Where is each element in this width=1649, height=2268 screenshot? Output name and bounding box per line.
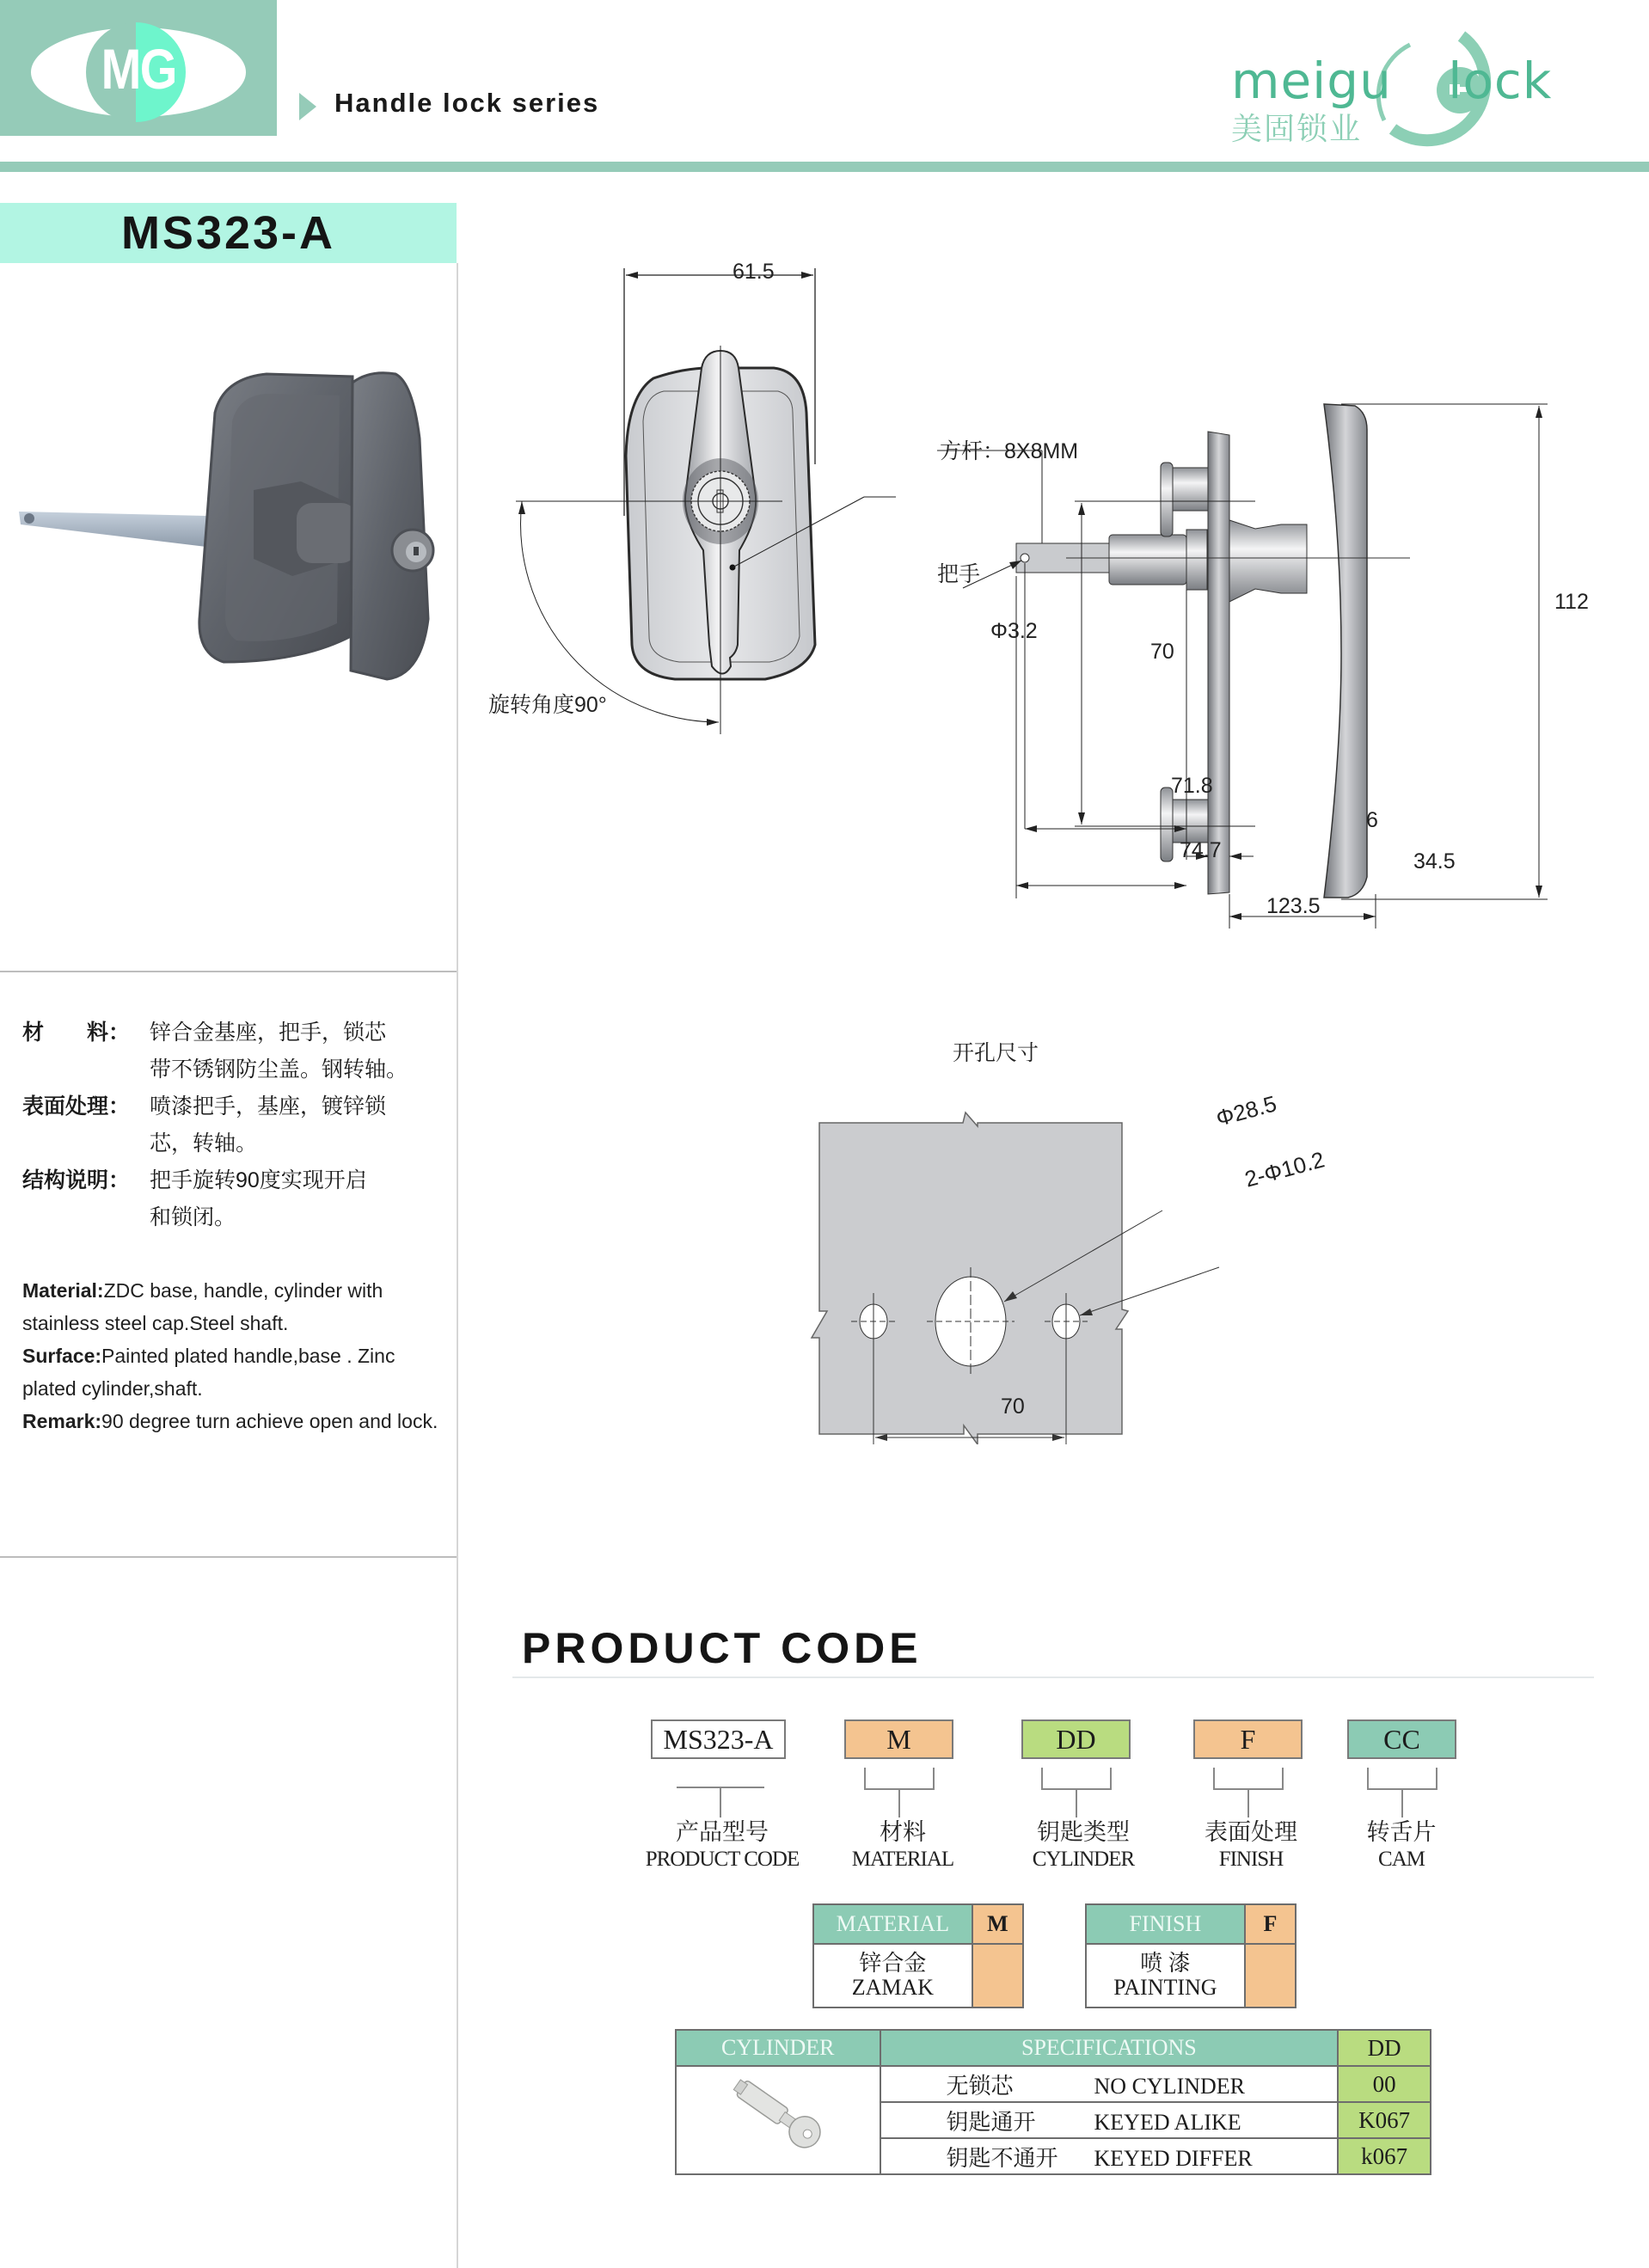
brand-wordmark: meigu lock: [1231, 52, 1553, 110]
code-box-material: M: [844, 1719, 953, 1759]
rotation-angle-label: 旋转角度90°: [488, 693, 607, 717]
dim-74-7: 74.7: [1180, 838, 1222, 862]
code-connector: [898, 1790, 900, 1817]
dim-hole-spacing: 70: [1001, 1395, 1025, 1419]
spec-cn: [22, 1014, 452, 1236]
dim-handle-depth: 34.5: [1413, 849, 1456, 873]
brand-cn-name: 美固锁业: [1231, 111, 1363, 146]
dim-total-length: 123.5: [1266, 894, 1321, 918]
code-connector: [1401, 1790, 1403, 1817]
code-box-finish: F: [1193, 1719, 1303, 1759]
code-box-model: MS323-A: [651, 1719, 786, 1759]
code-caption-cam: 转舌片 CAM: [1366, 1819, 1437, 1871]
dim-screw-spacing: 70: [1150, 640, 1174, 664]
code-caption-cylinder: 钥匙类型 CYLINDER: [1032, 1819, 1135, 1871]
cutout-drawing: [808, 1100, 1376, 1444]
spec-en-material: Material:ZDC base, handle, cylinder with stainless steel cap.Steel shaft.: [22, 1279, 383, 1334]
spec-en-surface: Surface:Painted plated handle,base . Zinc plated cylinder,shaft.: [22, 1345, 395, 1400]
finish-table-header: FINISH: [1086, 1904, 1245, 1944]
spec-cn-surface: 表面处理： 喷漆把手，基座，镀锌锁 芯，转轴。: [22, 1094, 387, 1155]
dim-center-hole: Φ28.5: [1213, 1090, 1279, 1131]
cutout-title: 开孔尺寸: [953, 1041, 1039, 1065]
table-row: 无锁芯 NO CYLINDER 00: [676, 2066, 1431, 2102]
finish-table: [1085, 1903, 1297, 2008]
cylinder-key-image: [676, 2066, 880, 2174]
code-connector: [864, 1768, 935, 1790]
front-handle-label: 把手: [937, 562, 981, 586]
material-table: [812, 1903, 1024, 2008]
product-code-title: PRODUCT CODE: [522, 1624, 923, 1672]
spec-en: [22, 1274, 452, 1437]
code-connector: [1247, 1790, 1249, 1817]
product-photo: [9, 344, 447, 791]
series-arrow-icon: [299, 93, 316, 120]
dim-base-thickness: 6: [1366, 808, 1378, 832]
code-caption-material: 材料 MATERIAL: [851, 1819, 954, 1871]
code-connector: [1367, 1768, 1438, 1790]
section-divider: [0, 1556, 457, 1558]
code-caption-model: 产品型号 PRODUCT CODE: [645, 1819, 800, 1871]
material-code-header: M: [972, 1904, 1023, 1944]
dim-side-holes: 2-Φ10.2: [1241, 1146, 1327, 1192]
code-connector: [1076, 1790, 1077, 1817]
table-row: 钥匙通开 KEYED ALIKE K067: [676, 2102, 1431, 2138]
code-connector: [720, 1787, 721, 1817]
material-table-header: MATERIAL: [813, 1904, 972, 1944]
spec-cn-material: 材 料： 锌合金基座，把手，锁芯 带不锈钢防尘盖。钢转轴。: [22, 1021, 408, 1082]
section-divider: [0, 971, 457, 972]
product-code-underline: [512, 1676, 1594, 1678]
code-connector: [1041, 1768, 1112, 1790]
header-divider-bar: [0, 162, 1649, 172]
code-connector: [1213, 1768, 1284, 1790]
finish-code-header: F: [1245, 1904, 1296, 1944]
model-title: MS323-A: [120, 207, 336, 259]
spec-cn-structure: 结构说明： 把手旋转90度实现开启 和锁闭。: [22, 1168, 367, 1229]
shaft-spec-label: 方杆：8X8MM: [940, 439, 1079, 463]
material-row: 锌合金 ZAMAK: [813, 1944, 1023, 2007]
specifications-header: SPECIFICATIONS: [880, 2030, 1339, 2066]
model-title-band: [0, 203, 457, 263]
cylinder-table: [675, 2029, 1431, 2175]
cylinder-header: CYLINDER: [676, 2030, 880, 2066]
code-box-cam: CC: [1347, 1719, 1456, 1759]
dd-header: DD: [1338, 2030, 1431, 2066]
table-row: 钥匙不通开 KEYED DIFFER k067: [676, 2138, 1431, 2174]
key-cylinder-icon: [722, 2070, 834, 2165]
dim-71-8: 71.8: [1171, 774, 1213, 798]
logo-mg: MG: [101, 37, 176, 101]
dim-hole-diameter: Φ3.2: [990, 619, 1038, 643]
dim-height: 112: [1554, 590, 1589, 614]
series-title: Handle lock series: [334, 88, 600, 118]
finish-row: 喷 漆 PAINTING: [1086, 1944, 1296, 2007]
spec-en-remark: Remark:90 degree turn achieve open and lock.: [22, 1410, 438, 1432]
dim-front-width: 61.5: [733, 260, 775, 284]
code-caption-finish: 表面处理 FINISH: [1205, 1819, 1297, 1871]
column-divider: [457, 263, 458, 2268]
front-view-drawing: [481, 241, 929, 843]
code-box-cylinder: DD: [1021, 1719, 1131, 1759]
